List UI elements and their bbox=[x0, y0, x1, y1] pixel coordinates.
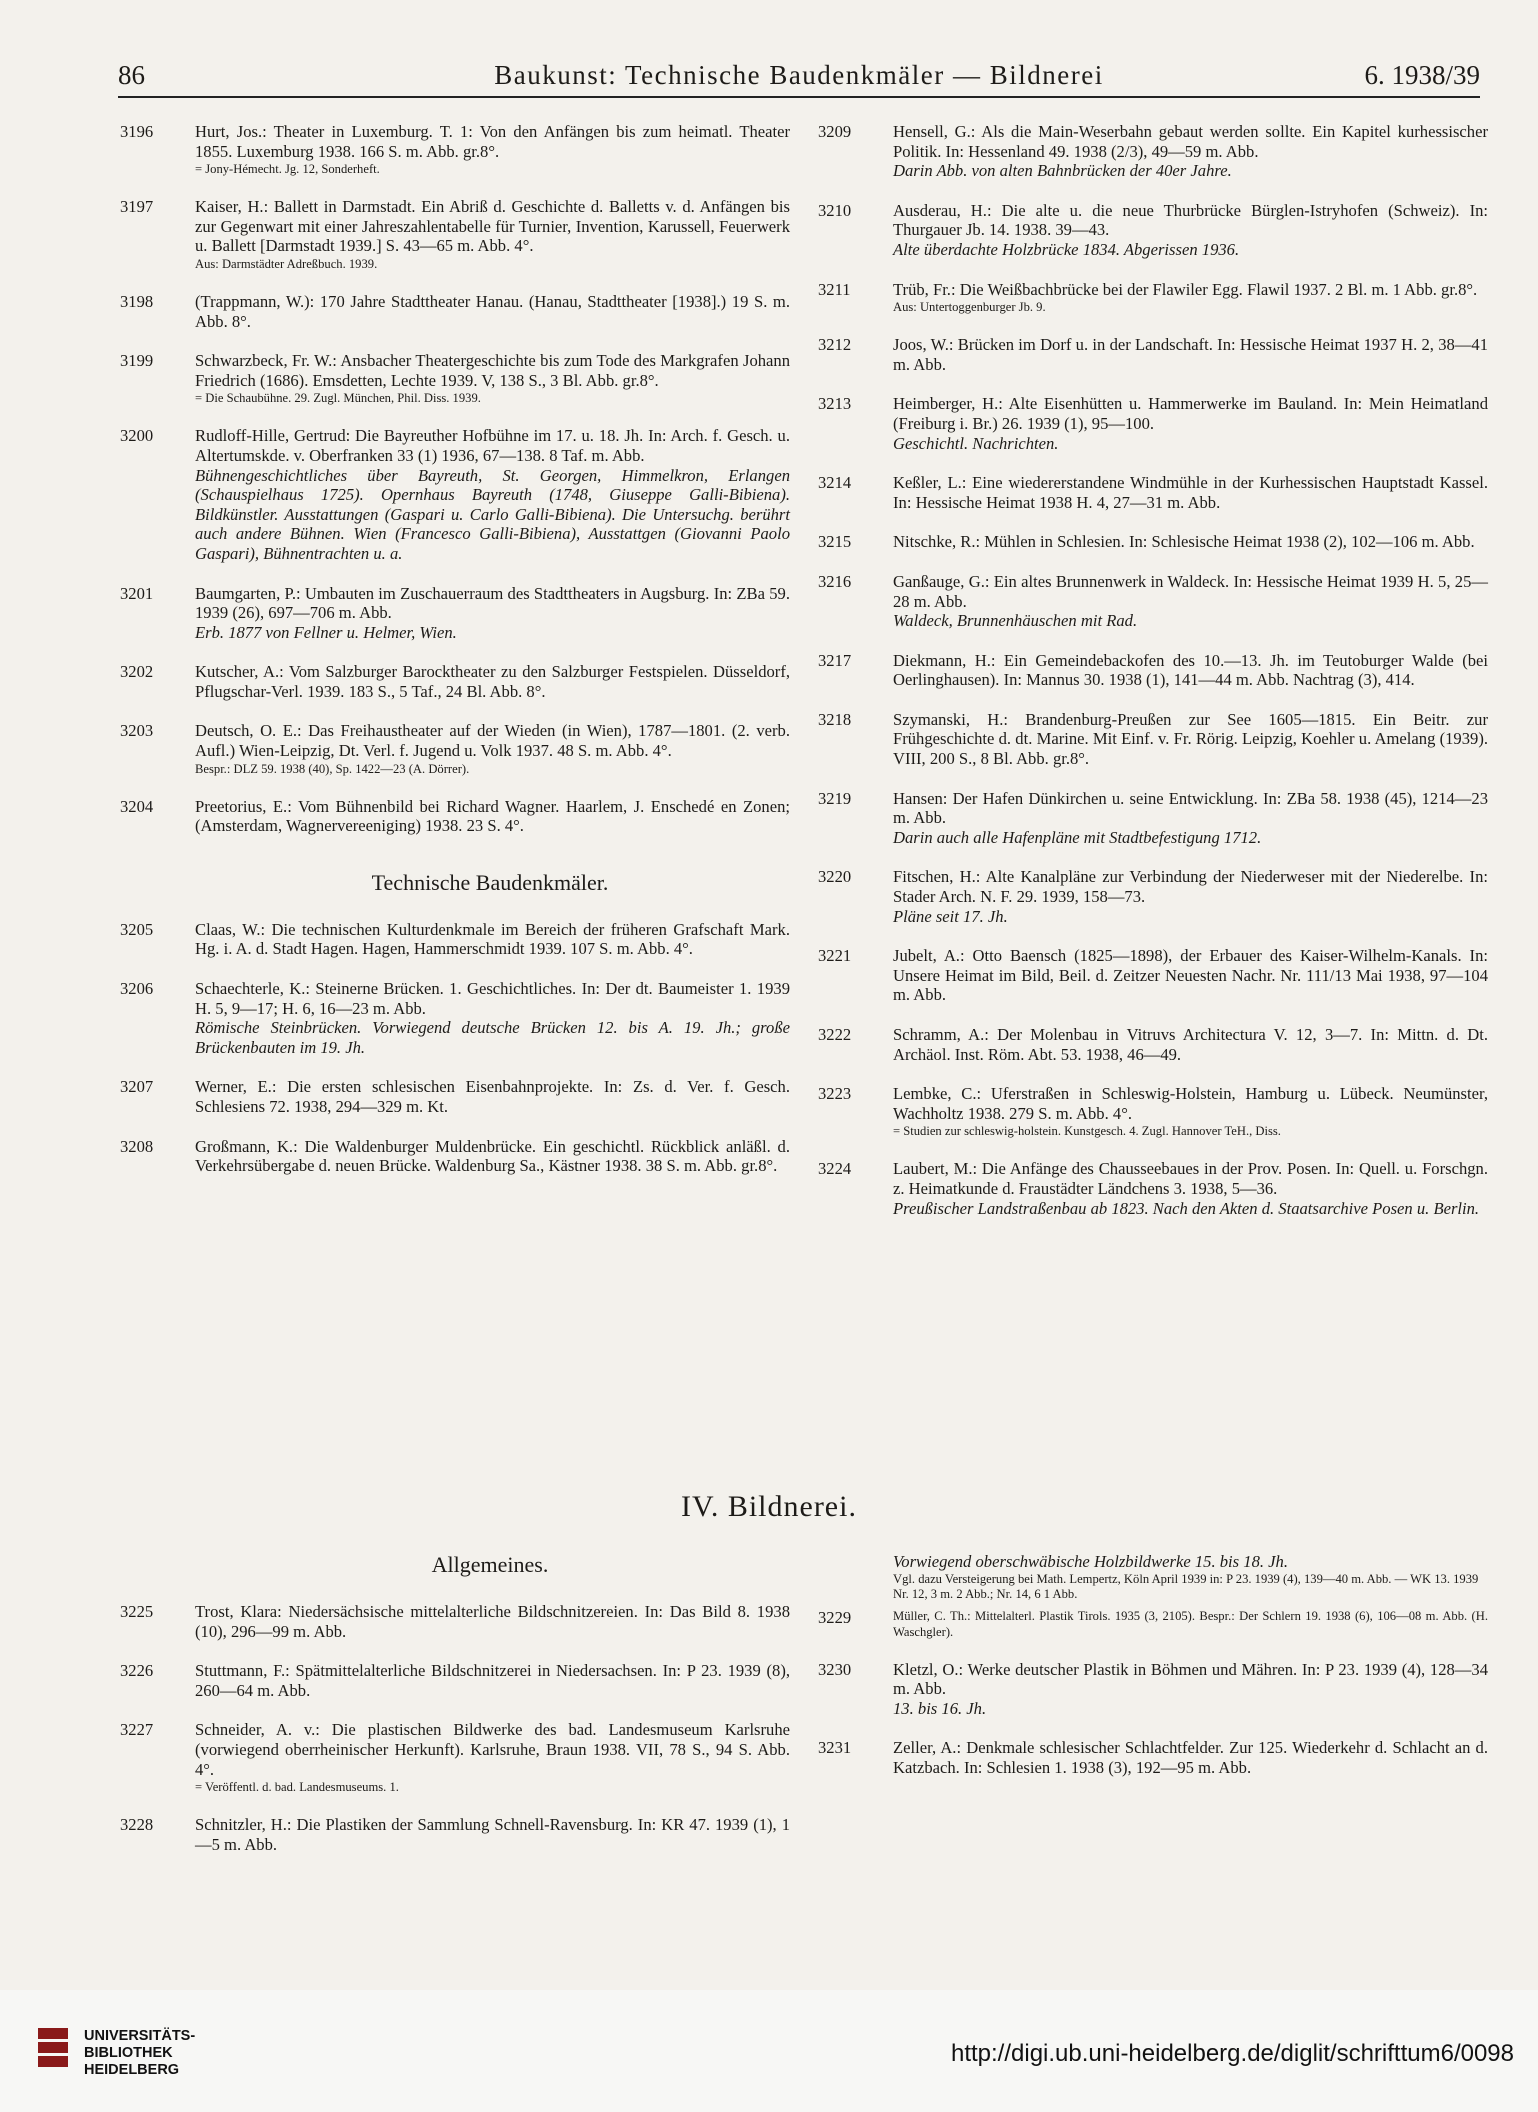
bib-entry bbox=[120, 122, 790, 177]
entry-number: 3227 bbox=[120, 1720, 154, 1740]
bib-entry bbox=[120, 797, 790, 836]
bib-entry bbox=[120, 920, 790, 959]
entry-number: 3197 bbox=[120, 197, 154, 217]
page-header bbox=[118, 60, 1480, 98]
entry-text: Jubelt, A.: Otto Baensch (1825—1898), der Erbauer des Kaiser-Wilhelm-Kanals. In: Unsere Heimat im Bild, Beil. d. Zeitzer Neuesten Nachr. Nr. 111/13 Mai 1938, 97—104 m. Abb. bbox=[893, 946, 1488, 1005]
entry-number: 3226 bbox=[120, 1661, 154, 1681]
entry-number: 3218 bbox=[818, 709, 852, 729]
bib-entry bbox=[120, 1661, 790, 1700]
entry-note: Aus: Darmstädter Adreßbuch. 1939. bbox=[195, 256, 378, 271]
entry-text: Werner, E.: Die ersten schlesischen Eisenbahnprojekte. In: Zs. d. Ver. f. Gesch. Schlesiens 72. 1938, 294—329 m. Kt. bbox=[195, 1077, 790, 1116]
entry-note: = Die Schaubühne. 29. Zugl. München, Phil. Diss. 1939. bbox=[195, 391, 481, 406]
bib-entry bbox=[818, 1660, 1488, 1719]
entries-left-bottom bbox=[120, 1602, 790, 1854]
entry-number: 3202 bbox=[120, 662, 154, 682]
bib-entry bbox=[120, 1720, 790, 1795]
entry-annotation: Preußischer Landstraßenbau ab 1823. Nach den Akten d. Staatsarchive Posen u. Berlin. bbox=[893, 1198, 1480, 1218]
running-title: Baukunst: Technische Baudenkmäler — Bildnerei bbox=[494, 60, 1104, 90]
entry-text: (Trappmann, W.): 170 Jahre Stadttheater Hanau. (Hanau, Stadttheater [1938].) 19 S. m. Abb. 8°. bbox=[195, 291, 790, 331]
entry-text: Joos, W.: Brücken im Dorf u. in der Landschaft. In: Hessische Heimat 1937 H. 2, 38—41 m. Abb. bbox=[893, 335, 1488, 374]
entry-number: 3216 bbox=[818, 571, 852, 591]
entry-annotation: Waldeck, Brunnenhäuschen mit Rad. bbox=[893, 611, 1138, 631]
entry-annotation: Erb. 1877 von Fellner u. Helmer, Wien. bbox=[195, 622, 457, 642]
entry-note: Aus: Untertoggenburger Jb. 9. bbox=[893, 300, 1046, 315]
section-heading-allgemeines: Allgemeines. bbox=[431, 1552, 549, 1577]
entry-number: 3211 bbox=[818, 279, 851, 299]
left-column-bottom bbox=[120, 1552, 790, 1874]
library-footer bbox=[0, 1990, 1538, 2112]
bib-entry bbox=[818, 946, 1488, 1005]
entry-number: 3196 bbox=[120, 122, 154, 141]
bib-entry bbox=[818, 1025, 1488, 1064]
entry-number: 3221 bbox=[818, 946, 852, 966]
entry-text: Schnitzler, H.: Die Plastiken der Sammlung Schnell-Ravensburg. In: KR 47. 1939 (1), 1—5 m. Abb. bbox=[195, 1815, 790, 1854]
entry-number: 3230 bbox=[818, 1659, 852, 1679]
entry-number: 3225 bbox=[120, 1602, 154, 1621]
bib-entry bbox=[818, 280, 1488, 316]
entry-text: Stuttmann, F.: Spätmittelalterliche Bildschnitzerei in Niedersachsen. In: P 23. 1939 (8), 260—64 m. Abb. bbox=[195, 1661, 790, 1700]
entry-text: Schaechterle, K.: Steinerne Brücken. 1. Geschichtliches. In: Der dt. Baumeister 1. 1939 H. 5, 9—17; H. 6, 16—23 m. Abb. bbox=[195, 979, 790, 1018]
library-name: UNIVERSITÄTS- BIBLIOTHEK HEIDELBERG bbox=[84, 2028, 196, 2078]
bib-entry bbox=[120, 351, 790, 406]
entry-number: 3223 bbox=[818, 1084, 852, 1104]
page-number: 86 bbox=[118, 60, 145, 90]
entry-text: Hensell, G.: Als die Main-Weserbahn gebaut werden sollte. Ein Kapitel kurhessischer Politik. In: Hessenland 49. 1938 (2/3), 49—59 m. Abb. bbox=[893, 122, 1488, 161]
entry-annotation: Darin Abb. von alten Bahnbrücken der 40er Jahre. bbox=[893, 161, 1232, 181]
entry-text: Ganßauge, G.: Ein altes Brunnenwerk in Waldeck. In: Hessische Heimat 1939 H. 5, 25—28 m. Abb. bbox=[893, 571, 1488, 611]
entry-text: Kaiser, H.: Ballett in Darmstadt. Ein Abriß d. Geschichte d. Balletts v. d. Anfängen bis zur Gegenwart mit einer Jahreszahlentabelle für Turnier, Invention, Karussell, Feuerwerk u. Ballett [Darmstadt 1939.] S. 43—65 m. Abb. 4°. bbox=[195, 197, 790, 256]
entry-text: Nitschke, R.: Mühlen in Schlesien. In: Schlesische Heimat 1938 (2), 102—106 m. Abb. bbox=[893, 532, 1475, 552]
entry-number: 3224 bbox=[818, 1159, 852, 1179]
bib-entry bbox=[120, 1602, 790, 1641]
entry-text: Trost, Klara: Niedersächsische mittelalterliche Bildschnitzereien. In: Das Bild 8. 1938 (10), 296—99 m. Abb. bbox=[195, 1602, 790, 1641]
bib-entry bbox=[120, 292, 790, 331]
bib-entry bbox=[120, 1077, 790, 1116]
bib-entry bbox=[120, 979, 790, 1057]
entry-number: 3201 bbox=[120, 583, 154, 603]
bib-entry bbox=[120, 1137, 790, 1176]
entry-text: Deutsch, O. E.: Das Freihaustheater auf der Wieden (in Wien), 1787—1801. (2. verb. Aufl.) Wien-Leipzig, Dt. Verl. f. Jugend u. Volk 1937. 48 S. m. Abb. 4°. bbox=[195, 721, 790, 761]
entry-number: 3229 bbox=[818, 1607, 852, 1627]
entry-annotation: Darin auch alle Hafenpläne mit Stadtbefestigung 1712. bbox=[893, 827, 1262, 847]
entry-note: Bespr.: DLZ 59. 1938 (40), Sp. 1422—23 (A. Dörrer). bbox=[195, 761, 470, 776]
bib-entry bbox=[818, 710, 1488, 769]
entry-text: Lembke, C.: Uferstraßen in Schleswig-Holstein, Hamburg u. Lübeck. Neumünster, Wachholtz 1938. 279 S. m. Abb. 4°. bbox=[893, 1084, 1488, 1123]
entry-number: 3207 bbox=[120, 1077, 154, 1097]
entry-number: 3231 bbox=[818, 1738, 852, 1758]
bib-entry bbox=[120, 1815, 790, 1854]
entries-technik bbox=[120, 920, 790, 1176]
entry-number: 3205 bbox=[120, 919, 154, 939]
entry-text: Heimberger, H.: Alte Eisenhütten u. Hammerwerke im Bauland. In: Mein Heimatland (Freiburg i. Br.) 26. 1939 (1), 95—100. bbox=[893, 394, 1488, 433]
entry-number: 3208 bbox=[120, 1136, 154, 1156]
library-logo-icon bbox=[38, 2028, 68, 2082]
entry-number: 3198 bbox=[120, 291, 154, 311]
entry-text: Schramm, A.: Der Molenbau in Vitruvs Architectura V. 12, 3—7. In: Mittn. d. Dt. Archäol. Inst. Röm. Abt. 53. 1938, 46—49. bbox=[893, 1025, 1488, 1064]
bib-entry bbox=[818, 335, 1488, 374]
bib-entry bbox=[818, 572, 1488, 631]
entry-text: Diekmann, H.: Ein Gemeindebackofen des 10.—13. Jh. im Teutoburger Walde (bei Oerlinghausen). In: Mannus 30. 1938 (1), 141—44 m. Abb. Nachtrag (3), 414. bbox=[893, 650, 1488, 690]
bib-entry bbox=[818, 1084, 1488, 1139]
bib-entry bbox=[120, 426, 790, 563]
entry-annotation: 13. bis 16. Jh. bbox=[893, 1698, 987, 1718]
entry-text: Rudloff-Hille, Gertrud: Die Bayreuther Hofbühne im 17. u. 18. Jh. In: Arch. f. Gesch. u. Altertumskde. v. Oberfranken 33 (1) 1936, 67—138. 8 Taf. m. Abb. bbox=[195, 426, 790, 465]
entry-annotation: Pläne seit 17. Jh. bbox=[893, 906, 1008, 926]
entry-text: Hansen: Der Hafen Dünkirchen u. seine Entwicklung. In: ZBa 58. 1938 (45), 1214—23 m. Abb. bbox=[893, 788, 1488, 828]
entry-number: 3217 bbox=[818, 650, 852, 670]
bib-entry bbox=[818, 1608, 1488, 1640]
bib-entry bbox=[818, 651, 1488, 690]
entry-text: Trüb, Fr.: Die Weißbachbrücke bei der Flawiler Egg. Flawil 1937. 2 Bl. m. 1 Abb. gr.8°. bbox=[893, 279, 1478, 299]
entry-number: 3214 bbox=[818, 473, 852, 493]
bib-entry bbox=[120, 197, 790, 272]
entry-number: 3222 bbox=[818, 1025, 852, 1044]
entry-note: Müller, C. Th.: Mittelalterl. Plastik Tirols. 1935 (3, 2105). Bespr.: Der Schlern 19. 1938 (6), 106—08 m. Abb. (H. Waschgler). bbox=[893, 1608, 1488, 1639]
entry-number: 3228 bbox=[120, 1815, 154, 1835]
bib-entry bbox=[818, 1159, 1488, 1218]
entry-annotation: Geschichtl. Nachrichten. bbox=[893, 433, 1059, 453]
entry-number: 3209 bbox=[818, 122, 852, 141]
entry-number: 3203 bbox=[120, 721, 154, 741]
right-column-bottom bbox=[818, 1552, 1488, 1798]
bib-entry bbox=[120, 662, 790, 701]
entries-right-top bbox=[818, 122, 1488, 1218]
note-small: Vgl. dazu Versteigerung bei Math. Lempertz, Köln April 1939 in: P 23. 1939 (4), 139—40 m. Abb. — WK 13. 1939 Nr. 12, 3 m. 2 Abb.; Nr. 14, 6 1 Abb. bbox=[893, 1571, 1479, 1601]
bib-entry bbox=[818, 394, 1488, 453]
entry-number: 3220 bbox=[818, 867, 852, 887]
bib-entry bbox=[120, 584, 790, 643]
entry-number: 3200 bbox=[120, 426, 154, 446]
source-url-link[interactable]: http://digi.ub.uni-heidelberg.de/diglit/schrifttum6/0098 bbox=[950, 2040, 1514, 2067]
continuation-note bbox=[818, 1552, 1488, 1602]
entry-text: Szymanski, H.: Brandenburg-Preußen zur See 1605—1815. Ein Beitr. zur Frühgeschichte d. dt. Marine. Mit Einf. v. Fr. Rörig. Leipzig, Koehler u. Amelang (1939). VIII, 200 S., 8 Bl. Abb. gr.8°. bbox=[893, 709, 1488, 769]
entry-text: Zeller, A.: Denkmale schlesischer Schlachtfelder. Zur 125. Wiederkehr d. Schlacht an d. Katzbach. In: Schlesien 1. 1938 (3), 192—95 m. Abb. bbox=[893, 1738, 1488, 1777]
entry-number: 3204 bbox=[120, 796, 154, 816]
bib-entry bbox=[818, 1738, 1488, 1777]
entry-number: 3199 bbox=[120, 351, 154, 371]
entry-number: 3213 bbox=[818, 394, 852, 414]
entry-note: = Studien zur schleswig-holstein. Kunstgesch. 4. Zugl. Hannover TeH., Diss. bbox=[893, 1124, 1281, 1139]
entry-text: Baumgarten, P.: Umbauten im Zuschauerraum des Stadttheaters in Augsburg. In: ZBa 59. 1939 (26), 697—706 m. Abb. bbox=[195, 583, 790, 623]
right-column-top bbox=[818, 122, 1488, 1238]
entry-annotation: Römische Steinbrücken. Vorwiegend deutsche Brücken 12. bis A. 19. Jh.; große Brückenbauten im 19. Jh. bbox=[195, 1018, 790, 1057]
entries-right-bottom bbox=[818, 1608, 1488, 1778]
entry-number: 3219 bbox=[818, 788, 852, 808]
entry-text: Preetorius, E.: Vom Bühnenbild bei Richard Wagner. Haarlem, J. Enschedé en Zonen; (Amsterdam, Wagnervereeniging) 1938. 23 S. 4°. bbox=[195, 796, 790, 836]
entry-text: Schwarzbeck, Fr. W.: Ansbacher Theatergeschichte bis zum Tode des Markgrafen Johann Friedrich (1686). Emsdetten, Lechte 1939. V, 138 S., 3 Bl. Abb. gr.8°. bbox=[195, 351, 790, 390]
entry-number: 3215 bbox=[818, 532, 852, 552]
entry-text: Laubert, M.: Die Anfänge des Chausseebaues in der Prov. Posen. In: Quell. u. Forschgn. z. Heimatkunde d. Fraustädter Ländchens 3. 1938, 5—36. bbox=[893, 1159, 1488, 1198]
bib-entry bbox=[818, 473, 1488, 512]
bib-entry bbox=[818, 867, 1488, 926]
entry-text: Fitschen, H.: Alte Kanalpläne zur Verbindung der Niederweser mit der Niederelbe. In: Stader Arch. N. F. 29. 1939, 158—73. bbox=[893, 867, 1488, 907]
entry-text: Claas, W.: Die technischen Kulturdenkmale im Bereich der früheren Grafschaft Mark. Hg. i. A. d. Stadt Hagen. Hagen, Hammerschmidt 1939. 107 S. m. Abb. 4°. bbox=[195, 919, 790, 959]
entry-text: Hurt, Jos.: Theater in Luxemburg. T. 1: Von den Anfängen bis zum heimatl. Theater 1855. Luxemburg 1938. 166 S. m. Abb. gr.8°. bbox=[195, 122, 790, 161]
entries-left-top bbox=[120, 122, 790, 836]
entry-note: = Jony-Hémecht. Jg. 12, Sonderheft. bbox=[195, 162, 380, 177]
entry-text: Großmann, K.: Die Waldenburger Muldenbrücke. Ein geschichtl. Rückblick anläßl. d. Verkehrsübergabe d. neuen Brücke. Waldenburg Sa., Kästner 1938. 38 S. m. Abb. gr.8°. bbox=[195, 1136, 790, 1176]
bib-entry bbox=[818, 532, 1488, 552]
entry-annotation: Alte überdachte Holzbrücke 1834. Abgerissen 1936. bbox=[893, 239, 1240, 259]
bib-entry bbox=[120, 721, 790, 776]
bib-entry bbox=[818, 789, 1488, 848]
entry-text: Kletzl, O.: Werke deutscher Plastik in Böhmen und Mähren. In: P 23. 1939 (4), 128—34 m. Abb. bbox=[893, 1659, 1488, 1699]
entry-annotation: Bühnengeschichtliches über Bayreuth, St. Georgen, Himmelkron, Erlangen (Schauspielhaus 1725). Opernhaus Bayreuth (1748, Giuseppe Galli-Bibiena). Bildkünstler. Ausstattungen (Gaspari u. Carlo Galli-Bibiena). Die Untersuchg. berührt auch andere Bühnen. Wien (Francesco Galli-Bibiena), Ausstattgen (Giovanni Paolo Gaspari), Bühnentrachten u. a. bbox=[195, 465, 790, 563]
entry-number: 3212 bbox=[818, 335, 852, 355]
note-italic: Vorwiegend oberschwäbische Holzbildwerke 15. bis 18. Jh. bbox=[893, 1552, 1288, 1571]
bib-entry bbox=[818, 201, 1488, 260]
section-heading-bildnerei: IV. Bildnerei. bbox=[681, 1490, 857, 1523]
entry-number: 3206 bbox=[120, 979, 154, 999]
volume-label: 6. 1938/39 bbox=[1364, 60, 1480, 90]
section-heading-technik: Technische Baudenkmäler. bbox=[371, 869, 609, 895]
entry-number: 3210 bbox=[818, 200, 852, 220]
entry-note: = Veröffentl. d. bad. Landesmuseums. 1. bbox=[195, 1780, 399, 1795]
entry-text: Kutscher, A.: Vom Salzburger Barocktheater zu den Salzburger Festspielen. Düsseldorf, Pflugschar-Verl. 1939. 183 S., 5 Taf., 24 Bl. Abb. 8°. bbox=[195, 662, 790, 701]
entry-text: Ausderau, H.: Die alte u. die neue Thurbrücke Bürglen-Istryhofen (Schweiz). In: Thurgauer Jb. 14. 1938. 39—43. bbox=[893, 200, 1488, 240]
entry-text: Schneider, A. v.: Die plastischen Bildwerke des bad. Landesmuseum Karlsruhe (vorwiegend oberrheinischer Herkunft). Karlsruhe, Braun 1938. VII, 78 S., 94 S. Abb. 4°. bbox=[195, 1720, 790, 1779]
bib-entry bbox=[818, 122, 1488, 181]
left-column-top bbox=[120, 122, 790, 1196]
entry-text: Keßler, L.: Eine wiedererstandene Windmühle in der Kurhessischen Hauptstadt Kassel. In: Hessische Heimat 1938 H. 4, 27—31 m. Abb. bbox=[893, 473, 1488, 512]
